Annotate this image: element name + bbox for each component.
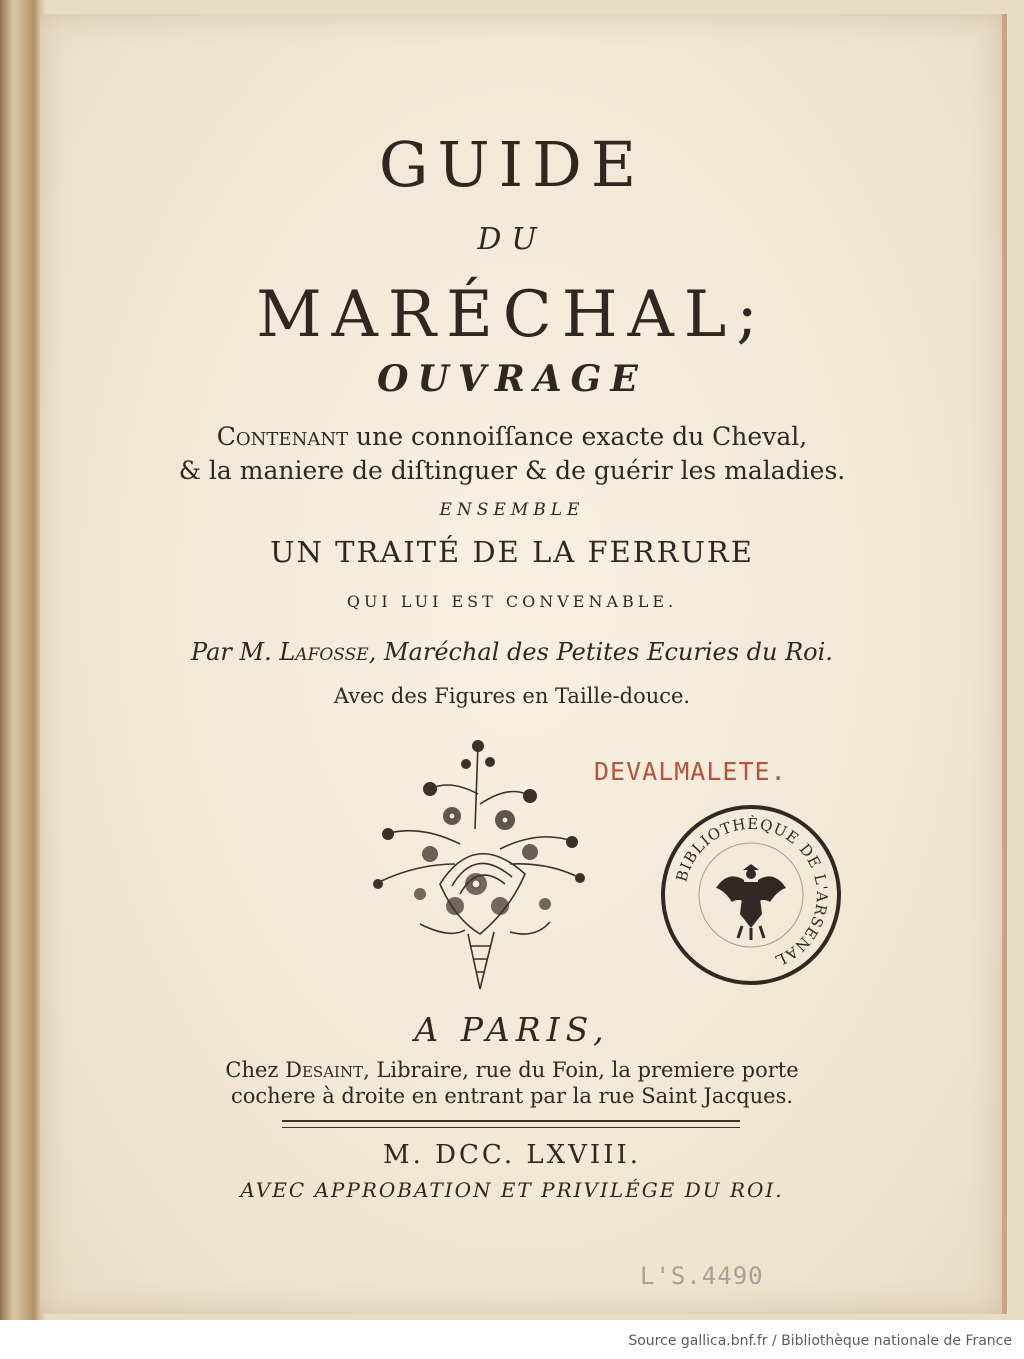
imprint-publisher: Desaint — [285, 1058, 364, 1082]
title-du: DU — [477, 222, 547, 257]
author-name: Lafosse — [279, 638, 369, 666]
owner-stamp: DEVALMALETE. — [594, 757, 787, 786]
contents-rest: une connoiſſance exacte du Cheval, — [348, 422, 808, 451]
publication-date: M. DCC. LXVIII. — [382, 1140, 641, 1170]
imprint-line-2: cochere à droite en entrant par la rue Saint Jacques. — [230, 1084, 794, 1108]
contents-line-1 — [0, 422, 1024, 451]
privilege-line: AVEC APPROBATION ET PRIVILÉGE DU ROI. — [240, 1178, 784, 1202]
contents-line-2: & la maniere de diſtinguer & de guérir les maladies. — [178, 456, 846, 485]
shelfmark-stamp: L'S.4490 — [640, 1262, 764, 1290]
ensemble-heading: ENSEMBLE — [439, 500, 585, 520]
title-ouvrage: OUVRAGE — [377, 358, 647, 400]
svg-text:BIBLIOTHÈQUE DE L'ARSENAL: BIBLIOTHÈQUE DE L'ARSENAL — [672, 814, 832, 970]
flower-basket-vignette — [360, 734, 590, 996]
imprint-line-1 — [0, 1058, 1024, 1082]
author-line — [0, 638, 1024, 666]
source-credit: Source gallica.bnf.fr / Bibliothèque nationale de France — [628, 1333, 1012, 1349]
author-role: , Maréchal des Petites Ecuries du Roi. — [368, 638, 833, 666]
figures-line: Avec des Figures en Taille-douce. — [333, 684, 691, 708]
author-par: Par M. — [191, 638, 280, 666]
double-rule-divider — [282, 1120, 740, 1128]
imprint-city: A PARIS, — [414, 1010, 610, 1049]
contents-lead: Contenant — [216, 422, 349, 451]
traite-heading: UN TRAITÉ DE LA FERRURE — [270, 535, 754, 569]
qui-line: QUI LUI EST CONVENABLE. — [346, 592, 678, 611]
title-guide: GUIDE — [378, 128, 646, 201]
library-seal-stamp — [658, 802, 844, 988]
imprint-rest: , Libraire, rue du Foin, la premiere porte — [363, 1058, 799, 1082]
title-marechal: MARÉCHAL; — [256, 278, 768, 352]
imprint-chez: Chez — [225, 1058, 286, 1082]
